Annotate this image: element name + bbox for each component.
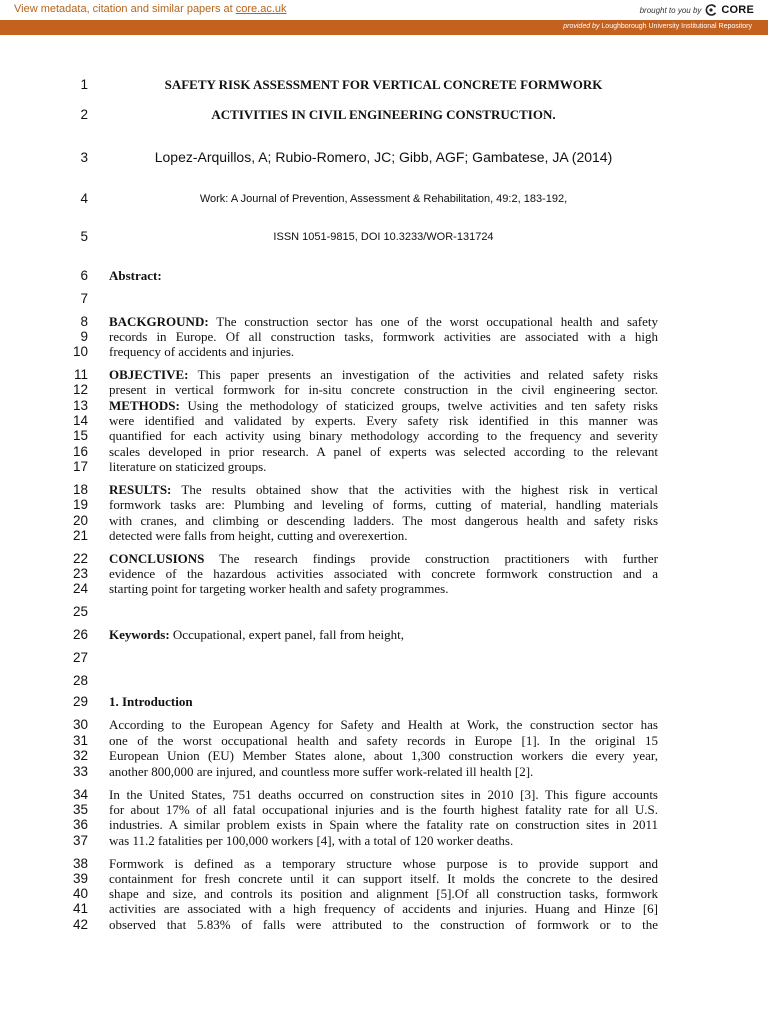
line-number: 15 bbox=[72, 428, 88, 443]
core-logo-icon bbox=[705, 4, 717, 16]
methods-line-5: literature on staticized groups. bbox=[109, 459, 267, 474]
line-number: 33 bbox=[72, 764, 88, 779]
core-name: CORE bbox=[721, 4, 754, 16]
line-number: 36 bbox=[72, 817, 88, 832]
line-number: 7 bbox=[80, 291, 88, 306]
intro-p3-line: shape and size, and controls its position and alignment [5].Of all construction tasks, formwork bbox=[109, 886, 658, 901]
intro-p1-line: another 800,000 are injured, and countless more suffer work-related ill health [2]. bbox=[109, 764, 534, 779]
keywords-text: Occupational, expert panel, fall from height, bbox=[169, 627, 404, 642]
line-number: 26 bbox=[72, 627, 88, 642]
results-line-1 bbox=[109, 482, 658, 497]
journal-citation: Work: A Journal of Prevention, Assessment & Rehabilitation, 49:2, 183-192, bbox=[199, 193, 568, 205]
core-link[interactable]: core.ac.uk bbox=[235, 3, 287, 15]
line-number: 17 bbox=[72, 459, 88, 474]
keywords-line bbox=[109, 627, 658, 642]
line-number: 41 bbox=[72, 901, 88, 916]
intro-p2-line: was 11.2 fatalities per 100,000 workers [4], with a total of 120 worker deaths. bbox=[109, 833, 514, 848]
intro-p3-line: Formwork is defined as a temporary structure whose purpose is to provide support and bbox=[109, 856, 658, 871]
objective-text: This paper presents an investigation of the activities and related safety risks bbox=[188, 367, 658, 382]
line-number: 16 bbox=[72, 444, 88, 459]
background-label: BACKGROUND: bbox=[109, 314, 209, 329]
line-number: 40 bbox=[72, 886, 88, 901]
line-number: 28 bbox=[72, 673, 88, 688]
results-line-2: formwork tasks are: Plumbing and leveling of forms, cutting of material, handling materials bbox=[109, 497, 658, 512]
line-number: 5 bbox=[80, 229, 88, 244]
results-line-3: with cranes, and climbing or descending ladders. The most dangerous health and safety risks bbox=[109, 513, 658, 528]
conclusions-label: CONCLUSIONS bbox=[109, 551, 205, 566]
line-number: 13 bbox=[72, 398, 88, 413]
line-number: 6 bbox=[80, 268, 88, 283]
line-number: 23 bbox=[72, 566, 88, 581]
line-number: 35 bbox=[72, 802, 88, 817]
line-number: 4 bbox=[80, 191, 88, 206]
background-line-1 bbox=[109, 314, 658, 329]
core-metadata-prefix: View metadata, citation and similar papers at bbox=[14, 3, 236, 15]
line-number: 22 bbox=[72, 551, 88, 566]
line-number: 2 bbox=[80, 107, 88, 122]
provided-by-bar bbox=[0, 20, 768, 35]
methods-label: METHODS: bbox=[109, 398, 180, 413]
background-line-3: frequency of accidents and injuries. bbox=[109, 344, 295, 359]
line-number: 29 bbox=[72, 694, 88, 709]
keywords-label: Keywords: bbox=[109, 627, 170, 642]
intro-p3-line: containment for fresh concrete until it can support itself. It molds the concrete to the desired bbox=[109, 871, 658, 886]
intro-p3-line: activities are associated with a high frequency of accidents and injuries. Huang and Hinze [6] bbox=[109, 901, 658, 916]
conclusions-line-2: evidence of the hazardous activities associated with concrete formwork construction and a bbox=[109, 566, 658, 581]
introduction-heading: 1. Introduction bbox=[109, 694, 193, 709]
methods-line-3: quantified for each activity using binary methodology according to the frequency and severity bbox=[109, 428, 658, 443]
results-line-4: detected were falls from height, cutting and overexertion. bbox=[109, 528, 408, 543]
intro-p2-line: In the United States, 751 deaths occurred on construction sites in 2010 [3]. This figure accounts bbox=[109, 787, 658, 802]
intro-p1-line: one of the worst occupational health and safety records in Europe [1]. In the original 15 bbox=[109, 733, 658, 748]
background-line-2: records in Europe. Of all construction tasks, formwork activities are associated with a high bbox=[109, 329, 658, 344]
objective-label: OBJECTIVE: bbox=[109, 367, 189, 382]
provided-org: Loughborough University Institutional Repository bbox=[601, 23, 752, 30]
line-number: 34 bbox=[72, 787, 88, 802]
provided-by-text[interactable] bbox=[563, 23, 752, 30]
line-number: 14 bbox=[72, 413, 88, 428]
core-brought-text: brought to you by bbox=[639, 5, 702, 15]
line-number: 18 bbox=[72, 482, 88, 497]
line-number: 3 bbox=[80, 150, 88, 165]
paper-authors: Lopez-Arquillos, A; Rubio-Romero, JC; Gibb, AGF; Gambatese, JA (2014) bbox=[154, 149, 613, 165]
abstract-heading: Abstract: bbox=[109, 268, 162, 283]
methods-line-1 bbox=[109, 398, 658, 413]
intro-p3-line: observed that 5.83% of falls were attributed to the construction of formwork or to the bbox=[109, 917, 658, 932]
line-number: 37 bbox=[72, 833, 88, 848]
results-label: RESULTS: bbox=[109, 482, 172, 497]
line-number: 20 bbox=[72, 513, 88, 528]
line-number: 10 bbox=[72, 344, 88, 359]
methods-text: Using the methodology of staticized groups, twelve activities and ten safety risks bbox=[179, 398, 658, 413]
objective-line-1 bbox=[109, 367, 658, 382]
core-metadata-text bbox=[14, 3, 287, 15]
line-number: 9 bbox=[80, 329, 88, 344]
line-number: 27 bbox=[72, 650, 88, 665]
core-banner bbox=[0, 0, 768, 21]
line-number: 19 bbox=[72, 497, 88, 512]
paper-title-line-1: SAFETY RISK ASSESSMENT FOR VERTICAL CONCRETE FORMWORK bbox=[164, 77, 603, 92]
objective-line-2: present in vertical formwork for in-situ concrete construction in the civil engineering sector. bbox=[109, 382, 658, 397]
line-number: 1 bbox=[80, 77, 88, 92]
methods-line-2: were identified and validated by experts. Every safety risk identified in this manner was bbox=[109, 413, 658, 428]
conclusions-line-3: starting point for targeting worker health and safety programmes. bbox=[109, 581, 449, 596]
line-number: 30 bbox=[72, 717, 88, 732]
issn-doi: ISSN 1051-9815, DOI 10.3233/WOR-131724 bbox=[273, 231, 494, 243]
conclusions-line-1 bbox=[109, 551, 658, 566]
line-number: 11 bbox=[73, 367, 88, 382]
core-brand[interactable] bbox=[640, 3, 754, 17]
line-number: 24 bbox=[72, 581, 88, 596]
conclusions-text: The research findings provide construction practitioners with further bbox=[204, 551, 658, 566]
line-number: 21 bbox=[72, 528, 88, 543]
line-number: 25 bbox=[72, 604, 88, 619]
line-number: 42 bbox=[72, 917, 88, 932]
intro-p2-line: for about 17% of all fatal occupational injuries and is the fourth highest fatality rate for all U.S. bbox=[109, 802, 658, 817]
line-number: 38 bbox=[72, 856, 88, 871]
provided-prefix: provided by bbox=[563, 23, 600, 30]
line-number: 31 bbox=[72, 733, 88, 748]
paper-title-line-2: ACTIVITIES IN CIVIL ENGINEERING CONSTRUCTION. bbox=[211, 107, 556, 122]
intro-p2-line: industries. A similar problem exists in Spain where the fatality rate on construction sites in 2011 bbox=[109, 817, 658, 832]
line-number: 39 bbox=[72, 871, 88, 886]
intro-p1-line: According to the European Agency for Safety and Health at Work, the construction sector has bbox=[109, 717, 658, 732]
background-text: The construction sector has one of the worst occupational health and safety bbox=[208, 314, 658, 329]
intro-p1-line: European Union (EU) Member States alone, about 1,300 construction workers die every year, bbox=[109, 748, 658, 763]
line-number: 8 bbox=[80, 314, 88, 329]
results-text: The results obtained show that the activities with the highest risk in vertical bbox=[171, 482, 658, 497]
line-number: 12 bbox=[72, 382, 88, 397]
line-number: 32 bbox=[72, 748, 88, 763]
methods-line-4: scales developed in prior research. A panel of experts was selected according to the relevant bbox=[109, 444, 658, 459]
